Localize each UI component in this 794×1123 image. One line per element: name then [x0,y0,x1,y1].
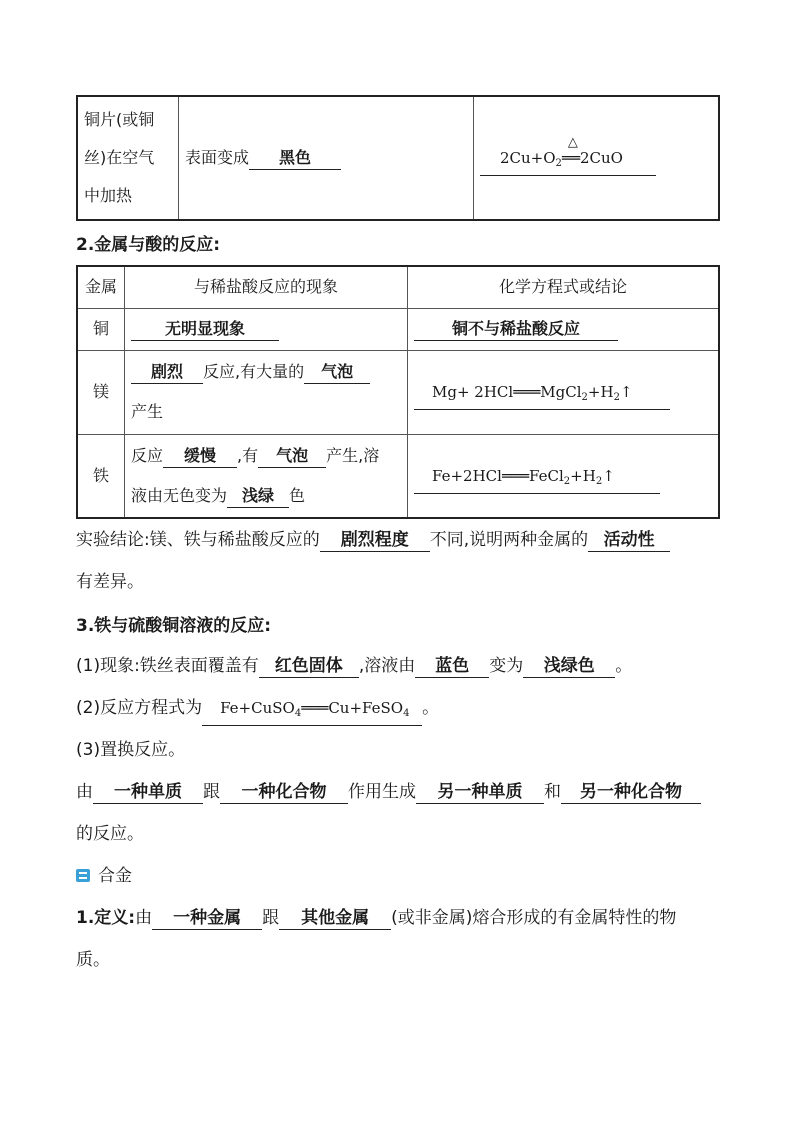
conclusion-text-1: 实验结论:镁、铁与稀盐酸反应的 [76,530,320,550]
metal-cell [77,96,179,220]
def-text-1: 由 [135,908,153,928]
gas-up-arrow-icon: ↑ [619,383,633,401]
gas-up-arrow-icon: ↑ [602,466,615,485]
heat-condition-icon: △ [567,135,578,150]
equation-fe-hcl [414,465,660,494]
fe-eq-sub1: 2 [563,475,571,487]
header-phenomenon: 与稀盐酸反应的现象 [125,266,408,308]
list-icon [76,869,90,882]
answer-element: 一种单质 [93,781,203,804]
answer-light-green-color: 浅绿色 [523,655,615,678]
section-3-replacement: (3)置换反应。 [76,740,186,760]
answer-activity: 活动性 [588,529,670,552]
metal-line-2: 丝)在空气 [84,148,155,167]
answer-bubbles-mg: 气泡 [304,361,370,384]
alloy-definition-end: 质。 [76,950,110,970]
answer-no-phenomenon: 无明显现象 [131,318,279,341]
alloy-definition [76,906,676,930]
answer-other-metals: 其他金属 [279,907,391,930]
section-3-phenomenon [76,654,632,678]
p4-text-1: 由 [76,782,93,802]
fe-text-4: 液由无色变为 [131,485,228,505]
p1-text-2: ,溶液由 [358,656,416,676]
p2-text-2: 。 [422,698,440,718]
mg-eq-b: MgCl [540,383,582,401]
p4-text-3: 作用生成 [348,782,416,802]
replacement-definition-end: 的反应。 [76,824,144,844]
replacement-definition [76,780,701,804]
fe-eq-b: FeCl [529,466,564,485]
equation-copper-oxide [480,135,656,176]
acid-conclusion-line-2: 有差异。 [76,572,144,592]
mg-eq-arrow: ═══ [513,383,541,401]
answer-blue: 蓝色 [415,655,489,678]
mg-eq-sub2: 2 [613,392,620,403]
mg-eq-sub1: 2 [581,392,588,403]
phenomenon-prefix: 表面变成 [185,148,250,167]
mg-eq-a: Mg+ 2HCl [432,383,514,401]
p1-text-1: (1)现象:铁丝表面覆盖有 [76,656,259,676]
fe-eq-arrow: ═══ [501,466,530,485]
alloy-heading [76,864,132,888]
eq-left: 2Cu+O [500,149,556,167]
answer-another-element: 另一种单质 [416,781,544,804]
row-cu-conclusion [408,308,720,350]
fe-text-3: 产生,溶 [326,445,380,465]
def-text-3: (或非金属)熔合形成的有金属特性的物 [391,908,677,928]
p2-eq-b: Cu+FeSO [328,699,404,717]
p2-eq-sub1: 4 [294,708,302,719]
answer-slow: 缓慢 [163,445,237,468]
def-text-2: 跟 [262,908,280,928]
row-fe-phenomenon [125,434,408,518]
row-mg-equation [408,350,720,434]
fe-eq-a: Fe+2HCl [432,466,502,485]
equation-cell [474,96,720,220]
section-3-title: 3.铁与硫酸铜溶液的反应: [76,616,272,636]
fe-eq-c: +H [570,466,596,485]
eq-right: 2CuO [579,149,623,167]
answer-black: 黑色 [249,147,341,170]
eq-arrow: ══ [561,149,580,167]
eq-arrow-group [561,135,580,169]
p1-text-3: 变为 [489,656,524,676]
definition-label: 1.定义: [76,908,136,928]
p2-eq-arrow: ═══ [301,699,329,717]
copper-heating-table [76,95,720,221]
p1-text-4: 。 [615,656,633,676]
conclusion-text-2: 不同,说明两种金属的 [429,530,589,550]
answer-another-compound: 另一种化合物 [561,781,701,804]
equation-mg-hcl [414,381,670,410]
fe-text-5: 色 [289,485,306,505]
equation-fe-cuso4 [202,697,422,726]
row-mg-metal: 镁 [77,350,125,434]
fe-text-2: ,有 [237,445,259,465]
answer-compound: 一种化合物 [220,781,348,804]
answer-a-metal: 一种金属 [152,907,262,930]
p4-text-4: 和 [544,782,561,802]
eq-sub: 2 [555,158,562,169]
answer-cu-conclusion: 铜不与稀盐酸反应 [414,318,618,341]
answer-light-green: 浅绿 [227,485,289,508]
p2-eq-a: Fe+CuSO [220,699,295,717]
header-equation: 化学方程式或结论 [408,266,720,308]
p2-text-1: (2)反应方程式为 [76,698,203,718]
p4-text-2: 跟 [203,782,220,802]
mg-text-1: 反应,有大量的 [203,362,305,381]
metal-acid-table [76,265,720,519]
answer-red-solid: 红色固体 [259,655,359,678]
metal-line-1: 铜片(或铜 [84,110,155,129]
row-cu-metal: 铜 [77,308,125,350]
fe-eq-sub2: 2 [595,475,603,487]
answer-bubbles-fe: 气泡 [258,445,326,468]
mg-eq-c: +H [587,383,614,401]
row-fe-equation [408,434,720,518]
section-2-title: 2.金属与酸的反应: [76,235,221,255]
mg-text-2: 产生 [131,402,164,421]
section-3-equation [76,696,439,726]
p2-eq-sub2: 4 [403,708,410,719]
acid-conclusion-line-1 [76,528,670,552]
alloy-heading-text: 合金 [98,866,132,886]
header-metal: 金属 [77,266,125,308]
phenomenon-cell [179,96,474,220]
row-mg-phenomenon [125,350,408,434]
answer-vigorous: 剧烈 [131,361,203,384]
fe-text-1: 反应 [131,445,164,465]
answer-intensity: 剧烈程度 [320,529,430,552]
metal-line-3: 中加热 [84,186,133,205]
row-fe-metal: 铁 [77,434,125,518]
row-cu-phenomenon [125,308,408,350]
